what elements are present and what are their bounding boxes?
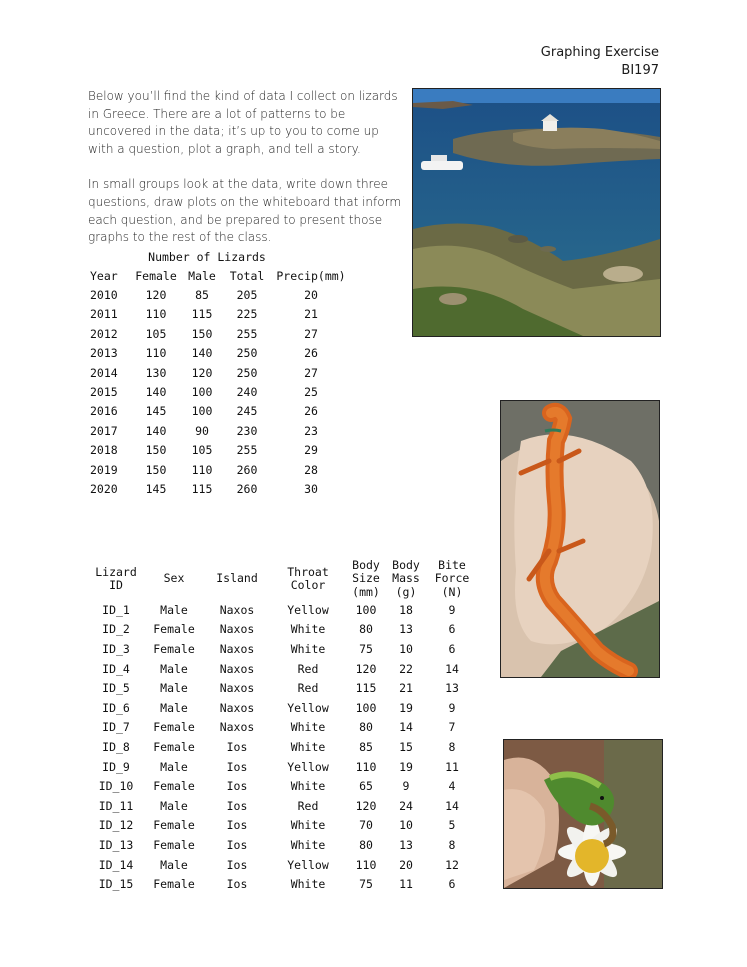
table-cell: 100 bbox=[355, 700, 377, 715]
table-cell: 140 bbox=[145, 423, 167, 438]
table-cell: 19 bbox=[399, 700, 413, 715]
table-cell: ID_1 bbox=[102, 602, 130, 617]
table-cell: Naxos bbox=[219, 720, 255, 735]
table-cell: 26 bbox=[304, 346, 318, 361]
table-cell: Ios bbox=[226, 779, 248, 794]
table-cell: 110 bbox=[355, 857, 377, 872]
intro-paragraph-1: Below you’ll find the kind of data I collect on lizards in Greece. There are a lot of patterns to be uncovered in the data; it’s up to you to come up with a question, plot a graph, and tell a story. bbox=[88, 89, 398, 156]
column-header: Male bbox=[188, 268, 216, 283]
table-cell: 2020 bbox=[90, 481, 118, 496]
table-cell: 14 bbox=[399, 720, 413, 735]
table-row bbox=[90, 441, 350, 460]
table-row bbox=[88, 835, 478, 855]
table-cell: Yellow bbox=[287, 759, 329, 774]
table-cell: 80 bbox=[359, 837, 373, 852]
column-header: Body Mass (g) bbox=[392, 557, 420, 599]
table-cell: Male bbox=[160, 602, 188, 617]
table-cell: 23 bbox=[304, 423, 318, 438]
table-cell: 100 bbox=[191, 385, 213, 400]
table-cell: ID_12 bbox=[98, 818, 134, 833]
table-cell: 8 bbox=[448, 837, 456, 852]
table-row bbox=[88, 620, 478, 640]
table-cell: ID_10 bbox=[98, 779, 134, 794]
table-cell: Male bbox=[160, 857, 188, 872]
table-cell: ID_7 bbox=[102, 720, 130, 735]
table-cell: 260 bbox=[236, 481, 258, 496]
table-cell: 80 bbox=[359, 622, 373, 637]
table-cell: ID_2 bbox=[102, 622, 130, 637]
table-cell: 115 bbox=[355, 681, 377, 696]
table-cell: 15 bbox=[399, 739, 413, 754]
table-cell: Ios bbox=[226, 877, 248, 892]
table-cell: 105 bbox=[145, 326, 167, 341]
table-cell: Yellow bbox=[287, 602, 329, 617]
table-cell: 245 bbox=[236, 404, 258, 419]
table-cell: ID_6 bbox=[102, 700, 130, 715]
table-cell: Male bbox=[160, 700, 188, 715]
table-row bbox=[88, 678, 478, 698]
table-cell: 255 bbox=[236, 443, 258, 458]
table-cell: Yellow bbox=[287, 857, 329, 872]
table-cell: 20 bbox=[399, 857, 413, 872]
table-cell: 75 bbox=[359, 641, 373, 656]
table-cell: White bbox=[290, 641, 326, 656]
table-cell: Female bbox=[153, 739, 195, 754]
table-cell: 9 bbox=[448, 700, 456, 715]
column-header: Lizard ID bbox=[95, 564, 137, 592]
table-cell: 105 bbox=[191, 443, 213, 458]
table-cell: 240 bbox=[236, 385, 258, 400]
table-cell: 27 bbox=[304, 326, 318, 341]
table-cell: 6 bbox=[448, 641, 456, 656]
table-cell: 7 bbox=[448, 720, 456, 735]
table-cell: Ios bbox=[226, 837, 248, 852]
table-cell: Red bbox=[297, 681, 319, 696]
table-cell: 2010 bbox=[90, 288, 118, 303]
table-cell: Naxos bbox=[219, 681, 255, 696]
table-cell: 22 bbox=[399, 661, 413, 676]
table-row bbox=[90, 285, 350, 304]
table-cell: 2014 bbox=[90, 365, 118, 380]
table-cell: White bbox=[290, 837, 326, 852]
table-cell: Male bbox=[160, 661, 188, 676]
table-cell: 130 bbox=[145, 365, 167, 380]
table-cell: 2013 bbox=[90, 346, 118, 361]
orange-lizard-photo bbox=[500, 400, 660, 678]
column-header: Female bbox=[135, 268, 177, 283]
table-cell: ID_9 bbox=[102, 759, 130, 774]
document-header bbox=[541, 44, 659, 80]
table-cell: 255 bbox=[236, 326, 258, 341]
table-row bbox=[90, 460, 350, 479]
table-cell: 120 bbox=[355, 661, 377, 676]
table-cell: 11 bbox=[399, 877, 413, 892]
table-cell: Ios bbox=[226, 759, 248, 774]
column-header: Throat Color bbox=[287, 564, 329, 592]
table-cell: Ios bbox=[226, 857, 248, 872]
table-cell: 90 bbox=[195, 423, 209, 438]
table-cell: Female bbox=[153, 641, 195, 656]
table-cell: 6 bbox=[448, 622, 456, 637]
table-cell: Naxos bbox=[219, 622, 255, 637]
table-cell: 8 bbox=[448, 739, 456, 754]
table-cell: 110 bbox=[191, 462, 213, 477]
column-header: Total bbox=[229, 268, 265, 283]
table-cell: 260 bbox=[236, 462, 258, 477]
table-cell: 9 bbox=[402, 779, 410, 794]
table-cell: 19 bbox=[399, 759, 413, 774]
table-cell: Naxos bbox=[219, 641, 255, 656]
table-cell: 120 bbox=[145, 288, 167, 303]
table-cell: 140 bbox=[145, 385, 167, 400]
table-row bbox=[88, 600, 478, 620]
table-cell: 2017 bbox=[90, 423, 118, 438]
table-cell: 145 bbox=[145, 481, 167, 496]
table-cell: Male bbox=[160, 798, 188, 813]
table-cell: ID_4 bbox=[102, 661, 130, 676]
table-cell: White bbox=[290, 818, 326, 833]
lizard-table-header-row bbox=[88, 558, 478, 600]
course-code: BI197 bbox=[621, 63, 659, 78]
table-cell: Male bbox=[160, 759, 188, 774]
document-title: Graphing Exercise bbox=[540, 45, 659, 60]
table-cell: 100 bbox=[191, 404, 213, 419]
yearly-counts-table bbox=[90, 266, 350, 499]
table-row bbox=[88, 698, 478, 718]
column-header: Island bbox=[216, 571, 258, 586]
table-cell: 2012 bbox=[90, 326, 118, 341]
table-cell: 4 bbox=[448, 779, 456, 794]
table-cell: 13 bbox=[445, 681, 459, 696]
table-cell: 2015 bbox=[90, 385, 118, 400]
table-cell: 30 bbox=[304, 481, 318, 496]
table-cell: 14 bbox=[445, 798, 459, 813]
table-cell: 13 bbox=[399, 622, 413, 637]
table-row bbox=[88, 855, 478, 875]
table-row bbox=[88, 718, 478, 738]
column-header: Year bbox=[90, 268, 118, 283]
table-cell: 21 bbox=[304, 307, 318, 322]
table-row bbox=[88, 737, 478, 757]
table-row bbox=[90, 344, 350, 363]
table-cell: 6 bbox=[448, 877, 456, 892]
table-cell: 85 bbox=[359, 739, 373, 754]
table-row bbox=[88, 816, 478, 836]
table-cell: White bbox=[290, 779, 326, 794]
table-cell: 10 bbox=[399, 818, 413, 833]
table-cell: 9 bbox=[448, 602, 456, 617]
table-cell: 110 bbox=[145, 307, 167, 322]
table-cell: 5 bbox=[448, 818, 456, 833]
table-cell: Ios bbox=[226, 818, 248, 833]
table-row bbox=[90, 324, 350, 343]
table-cell: 230 bbox=[236, 423, 258, 438]
column-header: Precip(mm) bbox=[276, 268, 346, 283]
table-cell: 28 bbox=[304, 462, 318, 477]
table-cell: White bbox=[290, 877, 326, 892]
table-cell: 18 bbox=[399, 602, 413, 617]
column-header: Body Size (mm) bbox=[352, 557, 380, 599]
table-row bbox=[90, 382, 350, 401]
table-cell: 140 bbox=[191, 346, 213, 361]
table-cell: 120 bbox=[355, 798, 377, 813]
table-cell: 100 bbox=[355, 602, 377, 617]
intro-text bbox=[88, 88, 406, 265]
table-cell: 225 bbox=[236, 307, 258, 322]
table-cell: ID_15 bbox=[98, 877, 134, 892]
table-cell: 75 bbox=[359, 877, 373, 892]
table-cell: 120 bbox=[191, 365, 213, 380]
table-cell: White bbox=[290, 622, 326, 637]
table-cell: 250 bbox=[236, 365, 258, 380]
table-cell: ID_14 bbox=[98, 857, 134, 872]
table-cell: White bbox=[290, 720, 326, 735]
table-cell: 110 bbox=[145, 346, 167, 361]
table-row bbox=[90, 479, 350, 498]
table-cell: 115 bbox=[191, 481, 213, 496]
table-cell: 21 bbox=[399, 681, 413, 696]
coastline-photo bbox=[412, 88, 661, 337]
table-cell: Red bbox=[297, 661, 319, 676]
table-cell: White bbox=[290, 739, 326, 754]
table-row bbox=[90, 421, 350, 440]
table-cell: Naxos bbox=[219, 700, 255, 715]
table-cell: 110 bbox=[355, 759, 377, 774]
table-row bbox=[88, 639, 478, 659]
table-cell: 145 bbox=[145, 404, 167, 419]
table-cell: 14 bbox=[445, 661, 459, 676]
column-header: Bite Force (N) bbox=[434, 557, 470, 599]
table-cell: 115 bbox=[191, 307, 213, 322]
intro-paragraph-2: In small groups look at the data, write down three questions, draw plots on the whiteboard that inform each question, and be prepared to present those graphs to the rest of the class. bbox=[88, 177, 402, 245]
yearly-table-header-row bbox=[90, 266, 350, 285]
table-cell: 150 bbox=[191, 326, 213, 341]
column-header: Sex bbox=[163, 571, 185, 586]
table-cell: Female bbox=[153, 720, 195, 735]
green-lizard-photo bbox=[503, 739, 663, 889]
table-cell: 85 bbox=[195, 288, 209, 303]
table-cell: Female bbox=[153, 779, 195, 794]
table-cell: 65 bbox=[359, 779, 373, 794]
lizard-measurements-table bbox=[88, 558, 478, 894]
table-row bbox=[90, 402, 350, 421]
table-cell: 12 bbox=[445, 857, 459, 872]
table-row bbox=[90, 305, 350, 324]
table-cell: Yellow bbox=[287, 700, 329, 715]
table-row bbox=[88, 796, 478, 816]
table-cell: ID_3 bbox=[102, 641, 130, 656]
table-cell: 29 bbox=[304, 443, 318, 458]
table-cell: ID_8 bbox=[102, 739, 130, 754]
table-cell: 2011 bbox=[90, 307, 118, 322]
table-cell: 10 bbox=[399, 641, 413, 656]
table-cell: 11 bbox=[445, 759, 459, 774]
table-cell: Female bbox=[153, 837, 195, 852]
table-row bbox=[88, 757, 478, 777]
table-cell: 150 bbox=[145, 443, 167, 458]
table-cell: 80 bbox=[359, 720, 373, 735]
table-row bbox=[90, 363, 350, 382]
table-cell: 2019 bbox=[90, 462, 118, 477]
table-cell: 24 bbox=[399, 798, 413, 813]
table-cell: 25 bbox=[304, 385, 318, 400]
table-cell: Female bbox=[153, 818, 195, 833]
table-cell: ID_11 bbox=[98, 798, 134, 813]
table-row bbox=[88, 659, 478, 679]
table-cell: Naxos bbox=[219, 602, 255, 617]
table-cell: Naxos bbox=[219, 661, 255, 676]
table-cell: 26 bbox=[304, 404, 318, 419]
table-cell: 70 bbox=[359, 818, 373, 833]
table-cell: ID_5 bbox=[102, 681, 130, 696]
table-row bbox=[88, 874, 478, 894]
table-cell: 20 bbox=[304, 288, 318, 303]
table-cell: 2018 bbox=[90, 443, 118, 458]
table-cell: Ios bbox=[226, 798, 248, 813]
yearly-table-group-header: Number of Lizards bbox=[148, 250, 266, 264]
table-cell: Ios bbox=[226, 739, 248, 754]
table-cell: 13 bbox=[399, 837, 413, 852]
table-cell: Female bbox=[153, 622, 195, 637]
table-cell: ID_13 bbox=[98, 837, 134, 852]
table-cell: 2016 bbox=[90, 404, 118, 419]
table-cell: 250 bbox=[236, 346, 258, 361]
table-cell: 150 bbox=[145, 462, 167, 477]
table-cell: 205 bbox=[236, 288, 258, 303]
table-cell: Female bbox=[153, 877, 195, 892]
table-cell: Male bbox=[160, 681, 188, 696]
table-cell: 27 bbox=[304, 365, 318, 380]
table-row bbox=[88, 776, 478, 796]
table-cell: Red bbox=[297, 798, 319, 813]
